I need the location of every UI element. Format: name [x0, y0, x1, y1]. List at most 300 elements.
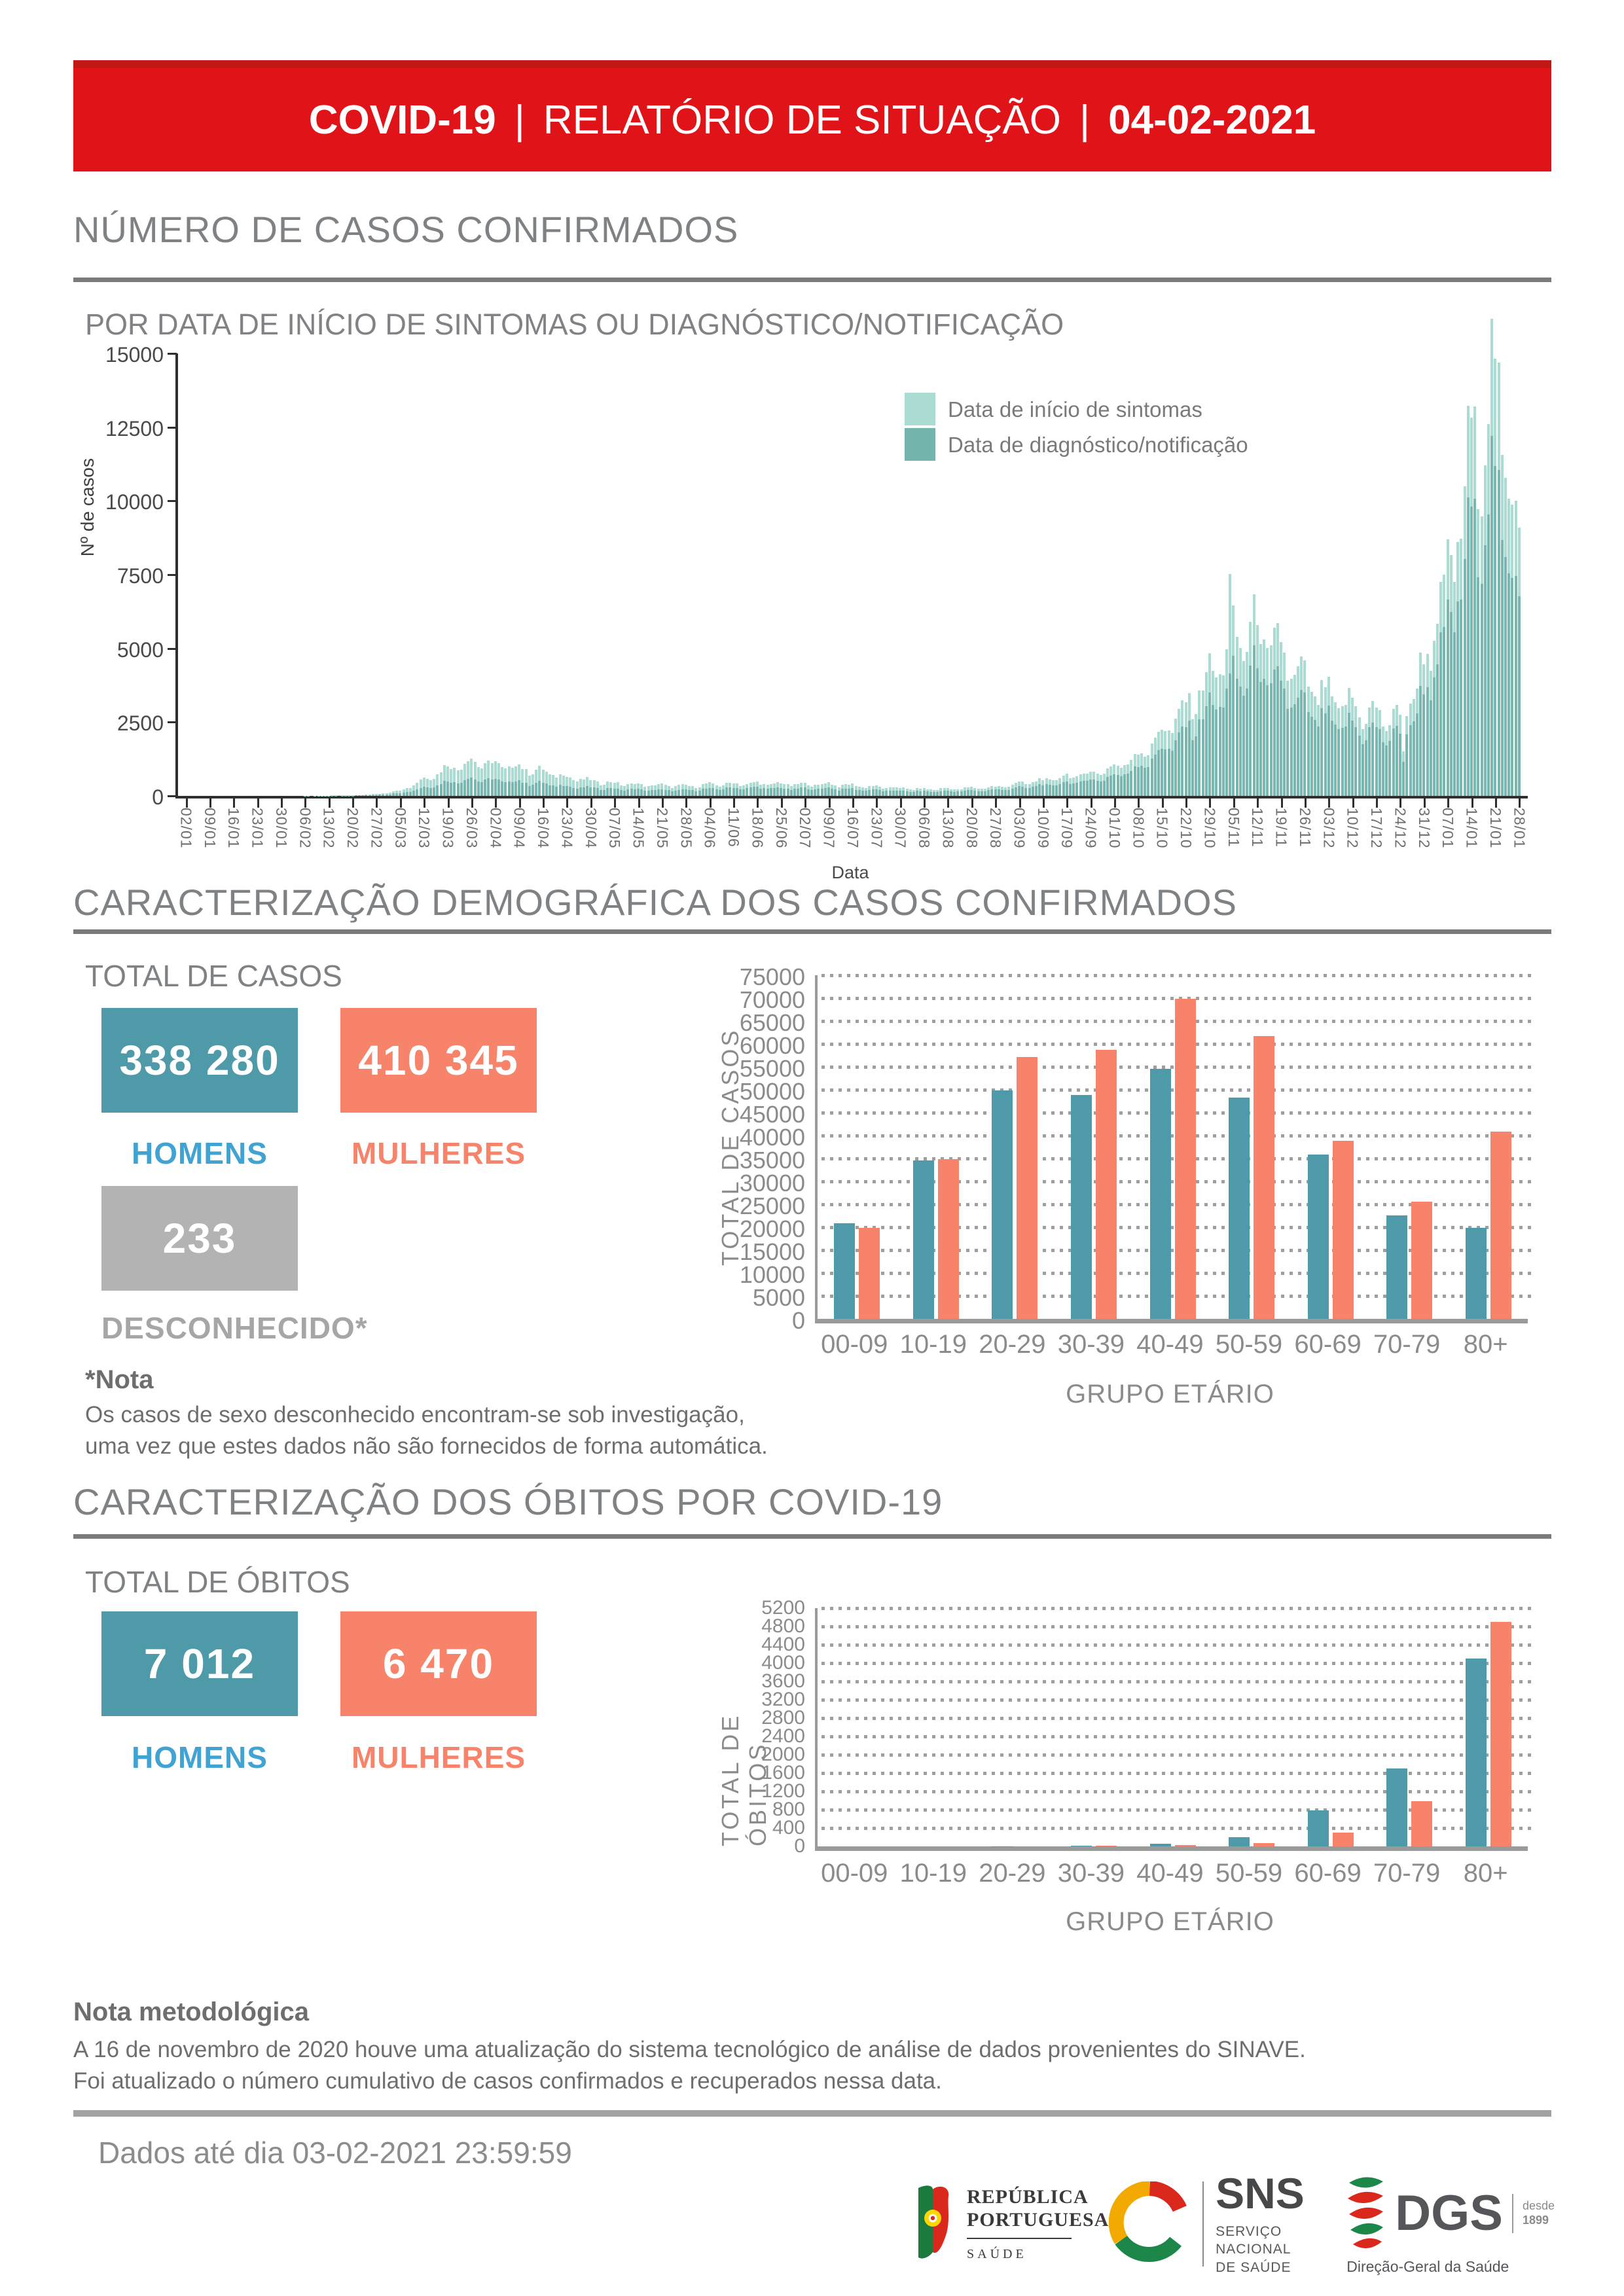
- timeline-x-axis-title: Data: [831, 863, 869, 882]
- diagnosis-date-bar: [1215, 709, 1218, 796]
- y-tick-label: 50000: [739, 1078, 805, 1105]
- diagnosis-date-bar: [1320, 708, 1323, 796]
- republica-wordmark: [967, 2186, 1109, 2262]
- diagnosis-date-bar: [576, 789, 579, 796]
- homens-bar: [1150, 1844, 1171, 1846]
- diagnosis-date-bar: [416, 789, 418, 796]
- diagnosis-date-bar: [1464, 559, 1466, 796]
- timeline-x-tick-label: 14/05: [630, 808, 647, 849]
- data-until-timestamp: Dados até dia 03-02-2021 23:59:59: [98, 2136, 572, 2170]
- diagnosis-date-bar: [767, 789, 769, 796]
- diagnosis-date-bar: [947, 791, 949, 796]
- horizontal-gridline: [821, 1717, 1532, 1720]
- timeline-x-tick-label: 17/09: [1058, 808, 1076, 849]
- deaths-age-y-tick-labels: [707, 1597, 805, 1857]
- men-deaths-label: HOMENS: [132, 1740, 268, 1774]
- diagnosis-date-bar: [660, 789, 663, 796]
- diagnosis-date-bar: [1164, 749, 1166, 796]
- diagnosis-date-bar: [1436, 664, 1439, 796]
- timeline-x-tick-label: 30/04: [582, 808, 600, 849]
- diagnosis-date-bar: [1120, 776, 1123, 796]
- timeline-x-tick-label: 20/02: [344, 808, 362, 849]
- diagnosis-date-bar: [583, 787, 585, 796]
- diagnosis-date-bar: [698, 791, 701, 796]
- timeline-x-tick-label: 07/01: [1439, 808, 1457, 849]
- diagnosis-date-bar: [1086, 781, 1089, 796]
- diagnosis-date-bar: [1375, 727, 1378, 796]
- y-tick-label: 2000: [761, 1744, 805, 1765]
- mulheres-bar: [1254, 1843, 1274, 1846]
- sns-sub-line-1: SERVIÇO NACIONAL: [1216, 2224, 1291, 2257]
- diagnosis-date-bar: [719, 790, 721, 796]
- timeline-x-tick: [1066, 798, 1068, 808]
- diagnosis-date-bar: [1055, 785, 1058, 796]
- timeline-x-tick-label: 03/12: [1320, 808, 1338, 849]
- demographics-note-line-1: Os casos de sexo desconhecido encontram-se sob investigação,: [85, 1402, 745, 1427]
- timeline-x-tick: [543, 798, 545, 808]
- diagnosis-date-bar: [474, 780, 477, 796]
- diagnosis-date-bar: [1256, 668, 1259, 796]
- diagnosis-date-bar: [763, 788, 765, 796]
- diagnosis-date-bar: [1426, 687, 1429, 796]
- diagnosis-date-bar: [1283, 689, 1286, 796]
- diagnosis-date-bar: [1467, 497, 1470, 796]
- diagnosis-date-bar: [1276, 666, 1279, 796]
- homens-bar: [1308, 1155, 1329, 1319]
- diagnosis-date-bar: [358, 795, 361, 796]
- deaths-age-x-axis-title: GRUPO ETÁRIO: [1066, 1907, 1274, 1936]
- timeline-x-tick: [1495, 798, 1497, 808]
- dgs-since-word: desde: [1522, 2198, 1555, 2212]
- timeline-x-tick: [1019, 798, 1021, 808]
- timeline-x-tick-label: 28/05: [677, 808, 695, 849]
- x-tick-label: 50-59: [1215, 1859, 1283, 1888]
- timeline-x-tick: [519, 798, 521, 808]
- diagnosis-date-bar: [521, 783, 524, 796]
- banner-title-report: RELATÓRIO DE SITUAÇÃO: [543, 97, 1061, 143]
- dgs-leaves-icon: [1346, 2172, 1386, 2254]
- diagnosis-date-bar: [715, 789, 718, 796]
- diagnosis-date-bar: [657, 789, 660, 796]
- diagnosis-date-bar: [1144, 768, 1146, 796]
- homens-bar: [1466, 1659, 1487, 1846]
- timeline-x-tick: [1399, 798, 1401, 808]
- y-tick-label: 70000: [739, 986, 805, 1013]
- diagnosis-date-bar: [613, 789, 616, 796]
- timeline-x-tick: [329, 798, 331, 808]
- timeline-x-tick-label: 20/08: [963, 808, 981, 849]
- diagnosis-date-bar: [838, 791, 840, 796]
- y-tick-label: 0: [794, 1835, 805, 1857]
- diagnosis-date-bar: [787, 789, 789, 796]
- diagnosis-date-bar: [511, 782, 514, 796]
- timeline-x-tick: [924, 798, 926, 808]
- x-tick-label: 50-59: [1215, 1330, 1283, 1359]
- diagnosis-date-bar: [1511, 578, 1513, 796]
- diagnosis-date-bar: [1202, 719, 1204, 796]
- sns-divider-line: [1202, 2181, 1204, 2267]
- diagnosis-date-bar: [1045, 784, 1048, 796]
- diagnosis-date-bar: [1402, 762, 1405, 796]
- diagnosis-date-bar: [844, 789, 847, 796]
- diagnosis-date-bar: [770, 788, 772, 796]
- x-tick-label: 00-09: [821, 1859, 888, 1888]
- sns-acronym: SNS: [1216, 2169, 1305, 2218]
- timeline-x-tick: [1376, 798, 1378, 808]
- diagnosis-date-bar: [729, 787, 731, 796]
- timeline-x-tick-label: 30/07: [892, 808, 909, 849]
- diagnosis-date-bar: [1368, 727, 1371, 796]
- timeline-x-tick-label: 17/12: [1368, 808, 1386, 849]
- timeline-y-tick: [168, 795, 177, 797]
- timeline-x-tick: [1471, 798, 1473, 808]
- y-tick-label: 35000: [739, 1147, 805, 1174]
- timeline-x-tick-label: 06/08: [916, 808, 933, 849]
- legend-symptoms-label: Data de início de sintomas: [948, 397, 1202, 422]
- diagnosis-date-bar: [783, 789, 785, 796]
- diagnosis-date-bar: [712, 788, 714, 796]
- diagnosis-date-bar: [630, 789, 633, 796]
- diagnosis-date-bar: [681, 789, 684, 796]
- x-tick-label: 10-19: [899, 1859, 967, 1888]
- diagnosis-date-bar: [1092, 780, 1095, 796]
- diagnosis-date-bar: [1259, 682, 1262, 796]
- y-tick-label: 30000: [739, 1170, 805, 1196]
- report-title-banner: [73, 60, 1551, 171]
- diagnosis-date-bar: [1341, 728, 1344, 796]
- diagnosis-date-bar: [1151, 759, 1153, 796]
- diagnosis-date-bar: [450, 783, 452, 796]
- diagnosis-date-bar: [1396, 726, 1398, 796]
- x-tick-label: 30-39: [1057, 1859, 1125, 1888]
- diagnosis-date-bar: [1195, 736, 1197, 796]
- x-tick-label: 60-69: [1294, 1859, 1362, 1888]
- diagnosis-date-bar: [609, 788, 612, 796]
- horizontal-gridline: [821, 1607, 1532, 1610]
- diagnosis-date-bar: [793, 789, 796, 796]
- homens-bar: [913, 1160, 934, 1319]
- timeline-x-tick-label: 21/01: [1487, 808, 1504, 849]
- diagnosis-date-bar: [1229, 673, 1231, 796]
- diagnosis-date-bar: [453, 782, 456, 796]
- cases-age-y-tick-labels: [707, 963, 805, 1334]
- timeline-x-tick: [424, 798, 425, 808]
- diagnosis-date-bar: [1334, 725, 1337, 796]
- diagnosis-date-bar: [1021, 787, 1024, 796]
- diagnosis-date-bar: [626, 789, 629, 796]
- diagnosis-date-bar: [1354, 727, 1357, 796]
- diagnosis-date-bar: [998, 789, 1000, 796]
- diagnosis-date-bar: [1035, 786, 1038, 796]
- diagnosis-date-bar: [936, 792, 939, 796]
- diagnosis-date-bar: [889, 791, 892, 796]
- diagnosis-date-bar: [382, 795, 384, 796]
- timeline-x-tick-label: 13/08: [939, 808, 957, 849]
- diagnosis-date-bar: [1219, 707, 1221, 796]
- timeline-x-tick-label: 31/12: [1415, 808, 1433, 849]
- timeline-x-tick: [233, 798, 235, 808]
- timeline-x-tick-label: 27/02: [368, 808, 386, 849]
- diagnosis-date-bar: [487, 778, 490, 796]
- diagnosis-date-bar: [369, 795, 371, 796]
- diagnosis-date-bar: [1011, 789, 1014, 796]
- deaths-age-x-tick-labels: [815, 1859, 1525, 1888]
- deaths-by-age-chart: [815, 1608, 1528, 1851]
- diagnosis-date-bar: [807, 789, 810, 796]
- diagnosis-date-bar: [1178, 732, 1180, 796]
- timeline-x-tick-label: 10/12: [1344, 808, 1362, 849]
- timeline-x-tick: [209, 798, 211, 808]
- x-tick-label: 00-09: [821, 1330, 888, 1359]
- diagnosis-date-bar: [1232, 656, 1235, 796]
- timeline-x-tick-label: 01/10: [1106, 808, 1123, 849]
- diagnosis-date-bar: [399, 793, 401, 796]
- women-cases-label: MULHERES: [351, 1136, 526, 1170]
- timeline-x-tick-label: 23/04: [558, 808, 576, 849]
- timeline-x-tick-label: 03/09: [1011, 808, 1028, 849]
- timeline-x-tick: [1162, 798, 1164, 808]
- timeline-x-tick-label: 10/09: [1034, 808, 1052, 849]
- diagnosis-date-bar: [372, 795, 374, 796]
- diagnosis-date-bar: [732, 788, 735, 796]
- diagnosis-date-bar: [1147, 767, 1149, 796]
- diagnosis-date-bar: [1473, 499, 1476, 796]
- timeline-x-tick-label: 24/09: [1082, 808, 1100, 849]
- diagnosis-date-bar: [566, 786, 568, 796]
- diagnosis-date-bar: [916, 791, 918, 796]
- diagnosis-date-bar: [722, 789, 725, 796]
- diagnosis-date-bar: [1518, 596, 1521, 796]
- timeline-x-tick-label: 18/06: [749, 808, 767, 849]
- diagnosis-date-bar: [1501, 540, 1504, 797]
- mulheres-bar: [1175, 1845, 1196, 1846]
- timeline-x-tick-label: 02/04: [487, 808, 505, 849]
- timeline-x-tick-label: 21/05: [653, 808, 671, 849]
- diagnosis-date-bar: [1007, 790, 1010, 796]
- diagnosis-date-bar: [1310, 717, 1313, 796]
- legend-diagnosis-label: Data de diagnóstico/notificação: [948, 433, 1248, 457]
- diagnosis-date-bar: [1504, 557, 1507, 796]
- timeline-x-tick: [638, 798, 640, 808]
- diagnosis-date-bar: [831, 789, 833, 796]
- dgs-acronym: DGS: [1395, 2185, 1503, 2241]
- diagnosis-date-bar: [1351, 721, 1354, 796]
- diagnosis-date-bar: [429, 788, 432, 796]
- diagnosis-date-bar: [361, 795, 364, 796]
- y-tick-label: 3200: [761, 1689, 805, 1710]
- mulheres-bar: [1096, 1050, 1117, 1319]
- diagnosis-date-bar: [1062, 782, 1065, 796]
- diagnosis-date-bar: [1358, 736, 1361, 796]
- diagnosis-date-bar: [868, 790, 871, 796]
- diagnosis-date-bar: [987, 790, 990, 796]
- diagnosis-date-bar: [919, 791, 922, 796]
- diagnosis-date-bar: [1174, 740, 1177, 796]
- diagnosis-date-bar: [1399, 734, 1401, 796]
- diagnosis-date-bar: [821, 789, 823, 796]
- diagnosis-date-bar: [426, 787, 429, 796]
- horizontal-gridline: [821, 1662, 1532, 1665]
- mulheres-bar: [1490, 1132, 1511, 1319]
- timeline-x-tick: [1305, 798, 1307, 808]
- mulheres-bar: [1333, 1833, 1354, 1846]
- diagnosis-date-bar: [647, 791, 650, 797]
- diagnosis-date-bar: [855, 790, 857, 796]
- diagnosis-date-bar: [1246, 689, 1248, 796]
- y-tick-label: 65000: [739, 1009, 805, 1036]
- timeline-x-tick-label: 04/06: [701, 808, 719, 849]
- republica-portuguesa-logo: [913, 2184, 1109, 2265]
- diagnosis-date-bar: [899, 791, 901, 796]
- horizontal-gridline: [821, 1753, 1532, 1757]
- timeline-x-tick-label: 02/01: [177, 808, 195, 849]
- diagnosis-date-bar: [1439, 632, 1442, 796]
- diagnosis-date-bar: [695, 791, 697, 796]
- x-tick-label: 70-79: [1373, 1330, 1441, 1359]
- diagnosis-date-bar: [1416, 713, 1418, 796]
- y-tick-label: 75000: [739, 963, 805, 990]
- diagnosis-date-bar: [460, 783, 463, 796]
- timeline-x-tick: [376, 798, 378, 808]
- diagnosis-date-bar: [559, 785, 562, 796]
- timeline-x-tick-label: 15/10: [1153, 808, 1171, 849]
- footer-logos: [913, 2169, 1555, 2276]
- men-deaths-card: 7 012: [101, 1611, 298, 1716]
- diagnosis-date-bar: [1388, 741, 1391, 796]
- banner-report-date: 04-02-2021: [1108, 97, 1316, 143]
- diagnosis-date-bar: [1419, 686, 1422, 796]
- mulheres-bar: [938, 1159, 959, 1319]
- diagnosis-date-bar: [668, 790, 670, 796]
- timeline-y-tick: [168, 353, 177, 355]
- timeline-x-tick-label: 09/01: [201, 808, 219, 849]
- diagnosis-date-bar: [355, 795, 357, 796]
- y-tick-label: 40000: [739, 1124, 805, 1151]
- diagnosis-date-bar: [790, 790, 793, 796]
- diagnosis-date-bar: [1113, 774, 1115, 796]
- diagnosis-date-bar: [378, 795, 381, 796]
- timeline-y-tick-label: 5000: [117, 637, 164, 662]
- republica-rule: [967, 2238, 1072, 2239]
- diagnosis-date-bar: [1058, 784, 1061, 796]
- y-tick-label: 2800: [761, 1707, 805, 1729]
- diagnosis-date-bar: [895, 791, 898, 796]
- timeline-x-tick-label: 05/11: [1225, 808, 1242, 848]
- diagnosis-date-bar: [1266, 685, 1269, 796]
- diagnosis-date-bar: [443, 781, 446, 796]
- diagnosis-date-bar: [984, 791, 986, 796]
- diagnosis-date-bar: [1484, 545, 1487, 796]
- diagnosis-date-bar: [1286, 709, 1289, 796]
- y-tick-label: 20000: [739, 1215, 805, 1242]
- timeline-x-tick: [662, 798, 664, 808]
- total-cases-label: TOTAL DE CASOS: [85, 959, 342, 993]
- diagnosis-date-bar: [1507, 573, 1510, 796]
- cases-by-age-chart: [815, 975, 1528, 1323]
- horizontal-gridline: [821, 1625, 1532, 1628]
- diagnosis-date-bar: [440, 784, 442, 796]
- diagnosis-date-bar: [1337, 729, 1340, 796]
- diagnosis-date-bar: [677, 790, 680, 796]
- diagnosis-date-bar: [600, 790, 602, 796]
- diagnosis-date-bar: [739, 789, 742, 796]
- diagnosis-date-bar: [1049, 785, 1051, 796]
- unknown-cases-label: DESCONHECIDO*: [101, 1311, 368, 1345]
- diagnosis-date-bar: [549, 785, 551, 796]
- diagnosis-date-bar: [1154, 755, 1157, 796]
- diagnosis-date-bar: [1303, 692, 1306, 796]
- sns-circle-icon: [1109, 2181, 1191, 2267]
- method-note-line-1: A 16 de novembro de 2020 houve uma atualização do sistema tecnológico de análise de dados provenientes do SINAVE.: [73, 2037, 1306, 2062]
- homens-bar: [1308, 1810, 1329, 1846]
- method-note-title: Nota metodológica: [73, 1998, 310, 2026]
- horizontal-gridline: [821, 1698, 1532, 1702]
- diagnosis-date-bar: [817, 789, 820, 796]
- republica-line-2: PORTUGUESA: [967, 2208, 1110, 2231]
- timeline-x-tick-label: 26/11: [1296, 808, 1314, 848]
- diagnosis-date-bar: [1072, 783, 1075, 796]
- diagnosis-date-bar: [1487, 514, 1490, 796]
- timeline-x-tick: [852, 798, 854, 808]
- demographics-note-title: *Nota: [85, 1365, 154, 1394]
- diagnosis-date-bar: [671, 791, 674, 796]
- horizontal-gridline: [821, 1790, 1532, 1793]
- diagnosis-date-bar: [467, 779, 469, 796]
- dgs-logo: [1346, 2172, 1555, 2276]
- diagnosis-date-bar: [664, 790, 667, 796]
- diagnosis-date-bar: [436, 785, 439, 796]
- diagnosis-date-bar: [964, 791, 966, 796]
- diagnosis-date-bar: [848, 789, 850, 796]
- diagnosis-date-bar: [501, 781, 503, 796]
- timeline-x-tick: [1519, 798, 1521, 808]
- timeline-x-tick: [1185, 798, 1187, 808]
- diagnosis-date-bar: [929, 792, 932, 796]
- diagnosis-date-bar: [708, 788, 711, 797]
- timeline-y-tick-label: 2500: [117, 711, 164, 736]
- diagnosis-date-bar: [545, 783, 548, 796]
- diagnosis-date-bar: [1443, 627, 1445, 796]
- diagnosis-date-bar: [824, 788, 827, 796]
- diagnosis-date-bar: [1171, 751, 1174, 796]
- diagnosis-date-bar: [508, 781, 511, 796]
- diagnosis-date-bar: [1127, 774, 1129, 796]
- diagnosis-date-bar: [514, 781, 517, 796]
- diagnosis-date-bar: [953, 792, 956, 796]
- timeline-x-tick: [757, 798, 759, 808]
- diagnosis-date-bar: [1317, 726, 1320, 796]
- diagnosis-date-bar: [725, 787, 728, 796]
- timeline-x-tick: [876, 798, 878, 808]
- diagnosis-date-bar: [810, 790, 813, 796]
- diagnosis-date-bar: [1447, 600, 1449, 796]
- timeline-x-tick: [1091, 798, 1092, 808]
- diagnosis-date-bar: [1130, 771, 1132, 796]
- timeline-x-tick: [685, 798, 687, 808]
- diagnosis-date-bar: [967, 790, 969, 796]
- women-cases-card: 410 345: [340, 1008, 537, 1113]
- diagnosis-date-bar: [746, 788, 748, 796]
- diagnosis-date-bar: [1205, 706, 1208, 796]
- diagnosis-date-bar: [643, 791, 646, 796]
- diagnosis-date-bar: [1498, 470, 1500, 796]
- timeline-x-tick: [1043, 798, 1045, 808]
- diagnosis-date-bar: [1362, 744, 1364, 796]
- diagnosis-date-bar: [1137, 767, 1140, 796]
- diagnosis-date-bar: [990, 789, 993, 796]
- diagnosis-date-bar: [579, 787, 582, 796]
- diagnosis-date-bar: [1494, 466, 1496, 796]
